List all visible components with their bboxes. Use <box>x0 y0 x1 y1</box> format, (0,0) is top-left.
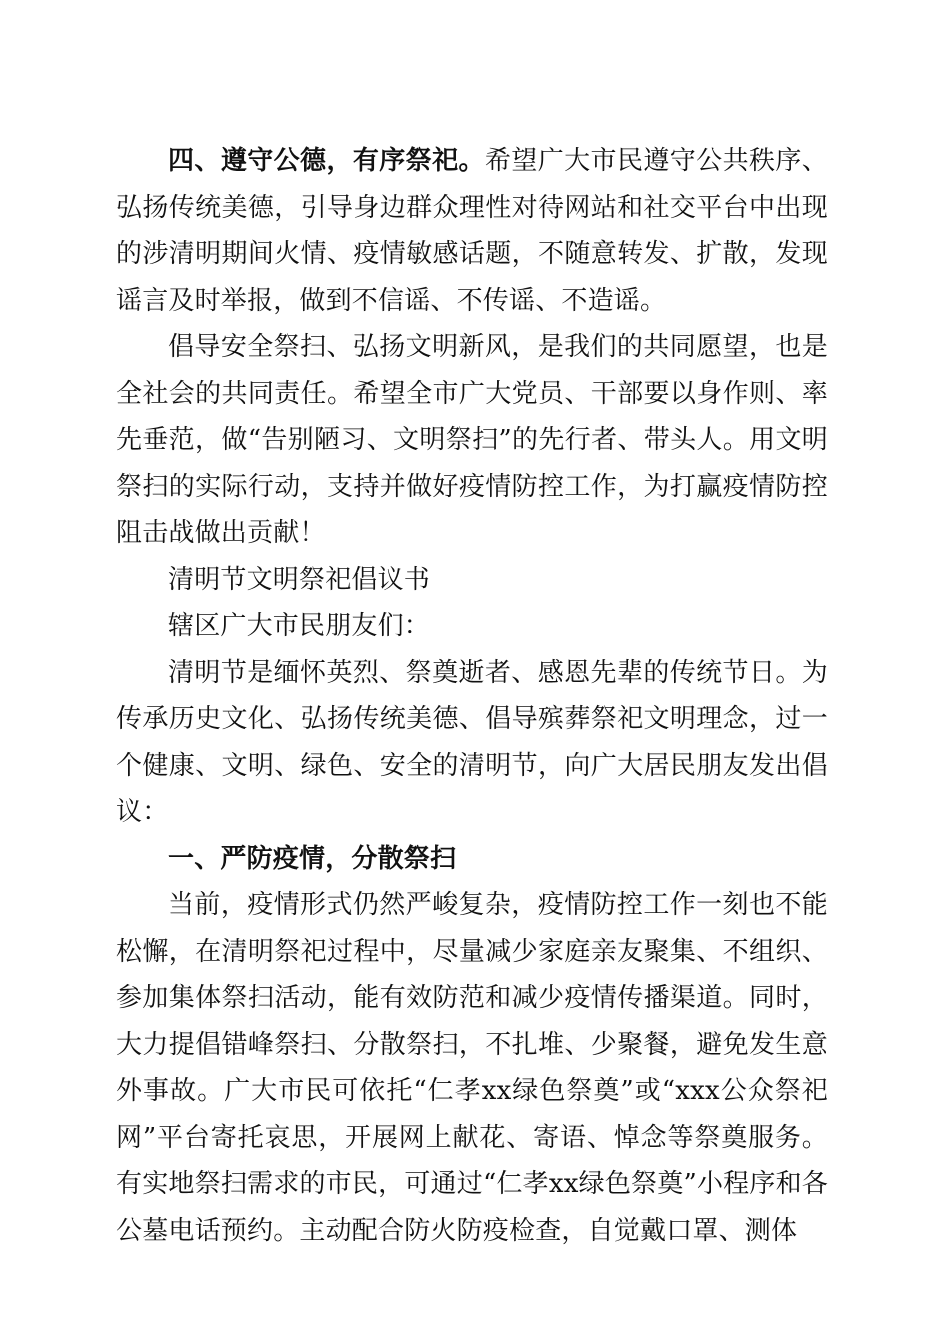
salutation: 辖区广大市民朋友们： <box>168 611 431 641</box>
section-4-paragraph <box>116 138 828 324</box>
section-4-heading: 四、遵守公德，有序祭祀。 <box>168 146 485 176</box>
section-1-paragraph: 当前，疫情形式仍然严峻复杂，疫情防控工作一刻也不能松懈，在清明祭祀过程中，尽量减少家庭亲友聚集、不组织、参加集体祭扫活动，能有效防范和减少疫情传播渠道。同时，大力提倡错峰祭扫、分散祭扫，不扎堆、少聚餐，避免发生意外事故。广大市民可依托“仁孝xx绿色祭奠”或“xxx公众祭祀网”平台寄托哀思，开展网上献花、寄语、悼念等祭奠服务。有实地祭扫需求的市民，可通过“仁孝xx绿色祭奠”小程序和各公墓电话预约。主动配合防火防疫检查，自觉戴口罩、测体 <box>116 890 828 1246</box>
section-4-text: 希望广大市民遵守公共秩序、弘扬传统美德，引导身边群众理性对待网站和社交平台中出现的涉清明期间火情、疫情敏感话题，不随意转发、扩散，发现谣言及时举报，做到不信谣、不传谣、不造谣。 <box>116 146 828 316</box>
closing-paragraph: 倡导安全祭扫、弘扬文明新风，是我们的共同愿望，也是全社会的共同责任。希望全市广大党员、干部要以身作则、率先垂范，做“告别陋习、文明祭扫”的先行者、带头人。用文明祭扫的实际行动，支持并做好疫情防控工作，为打赢疫情防控阻击战做出贡献！ <box>116 332 828 548</box>
document-title: 清明节文明祭祀倡议书 <box>168 564 431 595</box>
section-1-heading: 一、严防疫情，分散祭扫 <box>168 843 457 874</box>
document-body <box>116 138 828 1254</box>
intro-paragraph: 清明节是缅怀英烈、祭奠逝者、感恩先辈的传统节日。为传承历史文化、弘扬传统美德、倡导殡葬祭祀文明理念，过一个健康、文明、绿色、安全的清明节，向广大居民朋友发出倡议： <box>116 657 828 827</box>
